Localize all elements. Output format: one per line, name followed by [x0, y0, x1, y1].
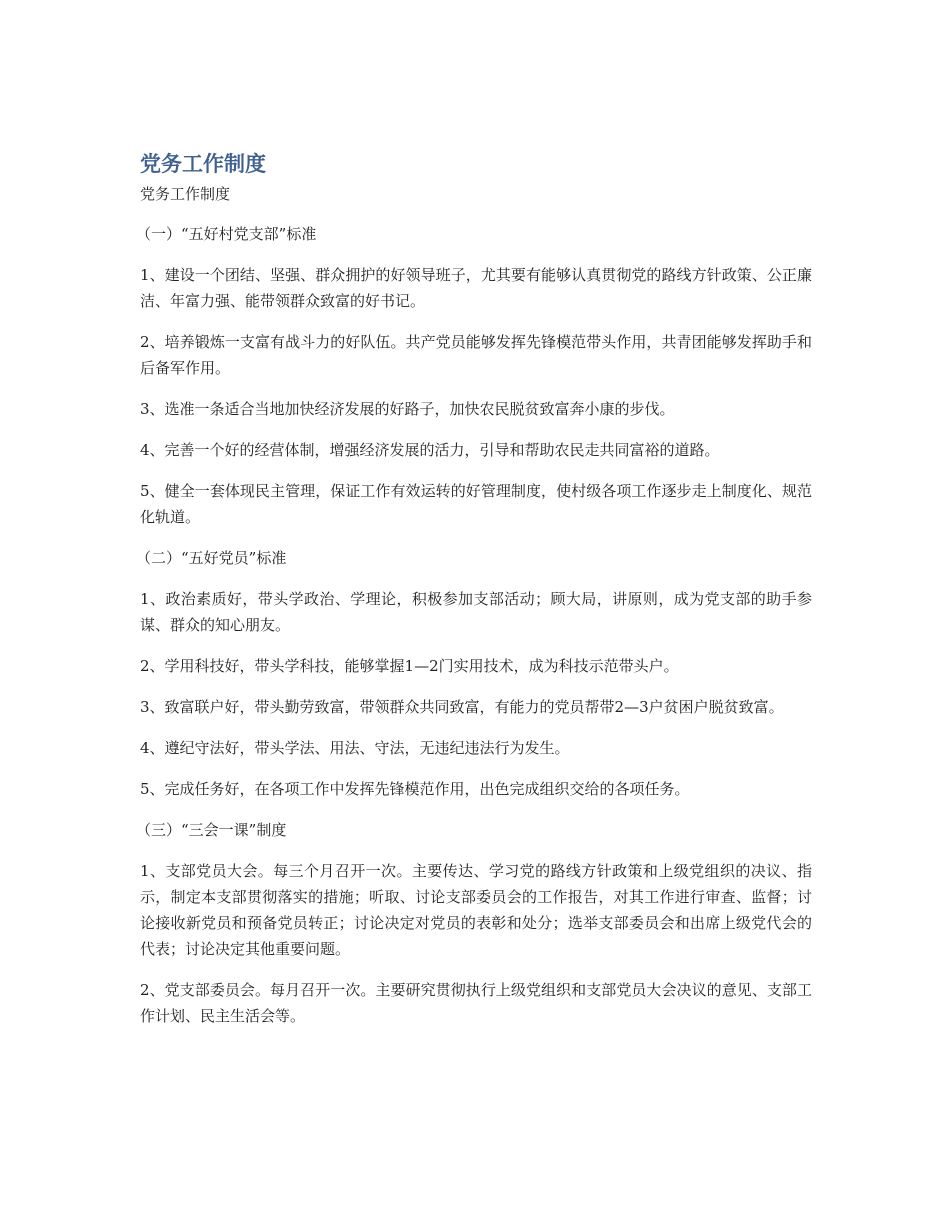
paragraph: 2、学用科技好，带头学科技，能够掌握1—2门实用技术，成为科技示范带头户。 [140, 657, 679, 675]
paragraph: 4、遵纪守法好，带头学法、用法、守法，无违纪违法行为发生。 [140, 739, 570, 757]
paragraph: 5、健全一套体现民主管理，保证工作有效运转的好管理制度，使村级各项工作逐步走上制度化、规范化轨道。 [140, 482, 812, 526]
section-heading: （一）“五好村党支部”标准 [136, 225, 317, 243]
paragraph: 1、政治素质好，带头学政治、学理论，积极参加支部活动；顾大局，讲原则，成为党支部的助手参谋、群众的知心朋友。 [140, 590, 812, 634]
paragraph: 2、党支部委员会。每月召开一次。主要研究贯彻执行上级党组织和支部党员大会决议的意见、支部工作计划、民主生活会等。 [140, 981, 812, 1025]
paragraph: 3、选准一条适合当地加快经济发展的好路子，加快农民脱贫致富奔小康的步伐。 [140, 400, 675, 418]
paragraph: 4、完善一个好的经营体制，增强经济发展的活力，引导和帮助农民走共同富裕的道路。 [140, 441, 720, 459]
paragraph: 1、建设一个团结、坚强、群众拥护的好领导班子，尤其要有能够认真贯彻党的路线方针政策、公正廉洁、年富力强、能带领群众致富的好书记。 [140, 266, 812, 310]
paragraph: 2、培养锻炼一支富有战斗力的好队伍。共产党员能够发挥先锋模范带头作用，共青团能够发挥助手和后备军作用。 [140, 333, 812, 377]
document-subtitle: 党务工作制度 [140, 185, 231, 203]
section-heading: （三）“三会一课”制度 [136, 821, 287, 839]
paragraph: 3、致富联户好，带头勤劳致富，带领群众共同致富，有能力的党员帮带2—3户贫困户脱贫致富。 [140, 698, 784, 716]
document-page [136, 150, 812, 1029]
paragraph: 5、完成任务好，在各项工作中发挥先锋模范作用，出色完成组织交给的各项任务。 [140, 780, 690, 798]
section-heading: （二）“五好党员”标准 [136, 549, 287, 567]
document-title: 党务工作制度 [140, 152, 266, 176]
paragraph: 1、支部党员大会。每三个月召开一次。主要传达、学习党的路线方针政策和上级党组织的决议、指示，制定本支部贯彻落实的措施；听取、讨论支部委员会的工作报告，对其工作进行审查、监督；讨论接收新党员和预备党员转正；讨论决定对党员的表彰和处分；选举支部委员会和出席上级党代会的代表；讨论决定其他重要问题。 [140, 862, 812, 958]
